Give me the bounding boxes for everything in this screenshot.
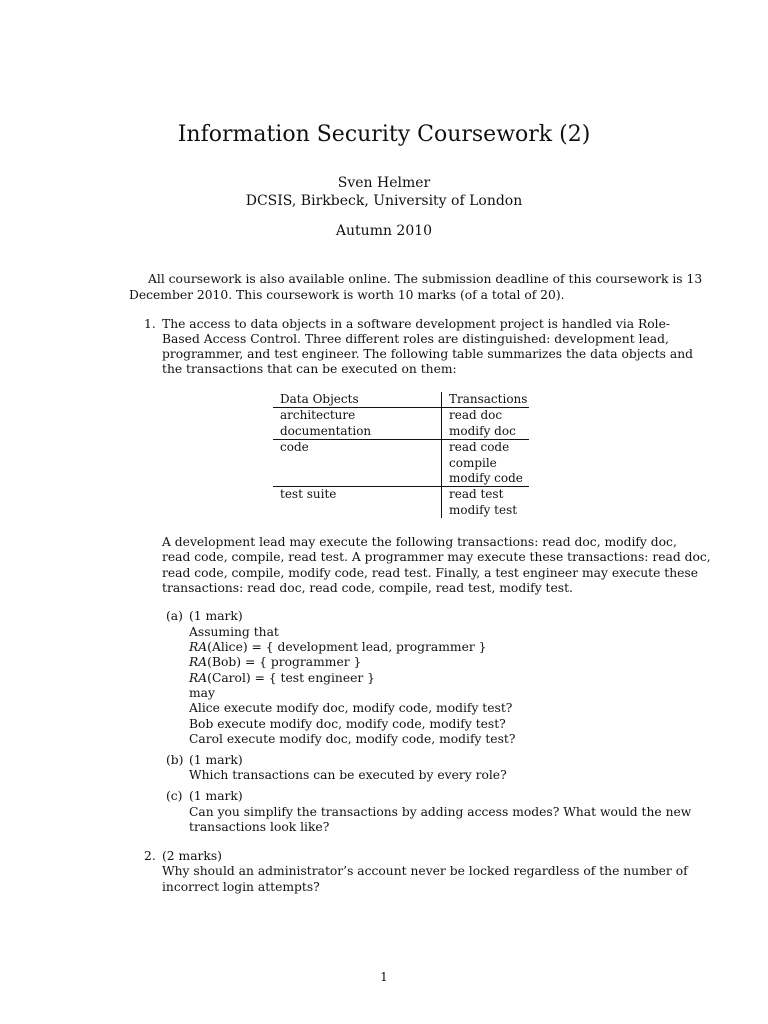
ra-line-carol: RA(Carol) = { test engineer } — [189, 671, 376, 685]
page-title: Information Security Coursework (2) — [177, 122, 591, 147]
table-cell-transaction: modify doc — [449, 423, 516, 438]
subq-a-question-carol: Carol execute modify doc, modify code, modify test? — [189, 732, 516, 746]
subq-a-question-bob: Bob execute modify doc, modify code, modify test? — [189, 717, 506, 731]
subq-c-mark: (1 mark) — [189, 789, 243, 803]
q1-after-line-3: read code, compile, modify code, read test. Finally, a test engineer may execute these — [162, 566, 698, 580]
table-cell-transaction: read doc — [449, 408, 503, 423]
table-row — [273, 407, 529, 439]
q1-after-line-1: A development lead may execute the following transactions: read doc, modify doc, — [162, 535, 677, 549]
intro-line-2: December 2010. This coursework is worth 10 marks (of a total of 20). — [129, 288, 565, 302]
page-number: 1 — [380, 970, 388, 984]
table-header-transactions: Transactions — [441, 392, 529, 407]
table-cell-transaction: modify test — [449, 502, 518, 517]
table-cell-transaction: read code — [449, 440, 510, 455]
term-date: Autumn 2010 — [335, 223, 433, 239]
table-row — [273, 439, 529, 486]
subq-c-label: (c) — [166, 789, 183, 803]
table-cell-transaction: read test — [449, 487, 504, 502]
table-cell-transaction: compile — [449, 455, 497, 470]
table-header-objects: Data Objects — [280, 392, 359, 406]
intro-line-1: All coursework is also available online. The submission deadline of this coursework is 13 — [148, 272, 703, 286]
table-row — [273, 486, 529, 518]
q1-line-1: The access to data objects in a software development project is handled via Role- — [162, 317, 671, 331]
transactions-table — [273, 392, 529, 518]
table-cell-object: code — [280, 440, 309, 455]
affiliation: DCSIS, Birkbeck, University of London — [245, 193, 523, 209]
table-cell-object: test suite — [280, 487, 337, 502]
q2-line-2: incorrect login attempts? — [162, 880, 320, 894]
subq-a-may: may — [189, 686, 215, 700]
subq-b-text: Which transactions can be executed by every role? — [189, 768, 507, 782]
q2-number: 2. — [144, 849, 156, 863]
q2-line-1: Why should an administrator’s account never be locked regardless of the number of — [162, 864, 688, 878]
ra-line-alice: RA(Alice) = { development lead, programmer } — [189, 640, 487, 654]
q2-mark: (2 marks) — [162, 849, 222, 863]
subq-a-assuming: Assuming that — [189, 625, 279, 639]
q1-line-2: Based Access Control. Three different roles are distinguished: development lead, — [162, 332, 669, 346]
q1-line-4: the transactions that can be executed on them: — [162, 362, 457, 376]
subq-a-label: (a) — [166, 609, 183, 623]
subq-b-mark: (1 mark) — [189, 753, 243, 767]
table-cell-object: architecture documentation — [280, 408, 372, 438]
table-cell-transaction: modify code — [449, 470, 523, 485]
subq-a-mark: (1 mark) — [189, 609, 243, 623]
subq-c-line-1: Can you simplify the transactions by adding access modes? What would the new — [189, 805, 692, 819]
subq-a-question-alice: Alice execute modify doc, modify code, modify test? — [189, 701, 513, 715]
table-header-row — [273, 392, 529, 407]
ra-line-bob: RA(Bob) = { programmer } — [189, 655, 362, 669]
author-name: Sven Helmer — [337, 175, 431, 191]
q1-number: 1. — [144, 317, 156, 331]
subq-b-label: (b) — [166, 753, 184, 767]
q1-after-line-4: transactions: read doc, read code, compile, read test, modify test. — [162, 581, 573, 595]
q1-after-line-2: read code, compile, read test. A programmer may execute these transactions: read doc, — [162, 550, 711, 564]
q1-line-3: programmer, and test engineer. The following table summarizes the data objects and — [162, 347, 693, 361]
subq-c-line-2: transactions look like? — [189, 820, 330, 834]
